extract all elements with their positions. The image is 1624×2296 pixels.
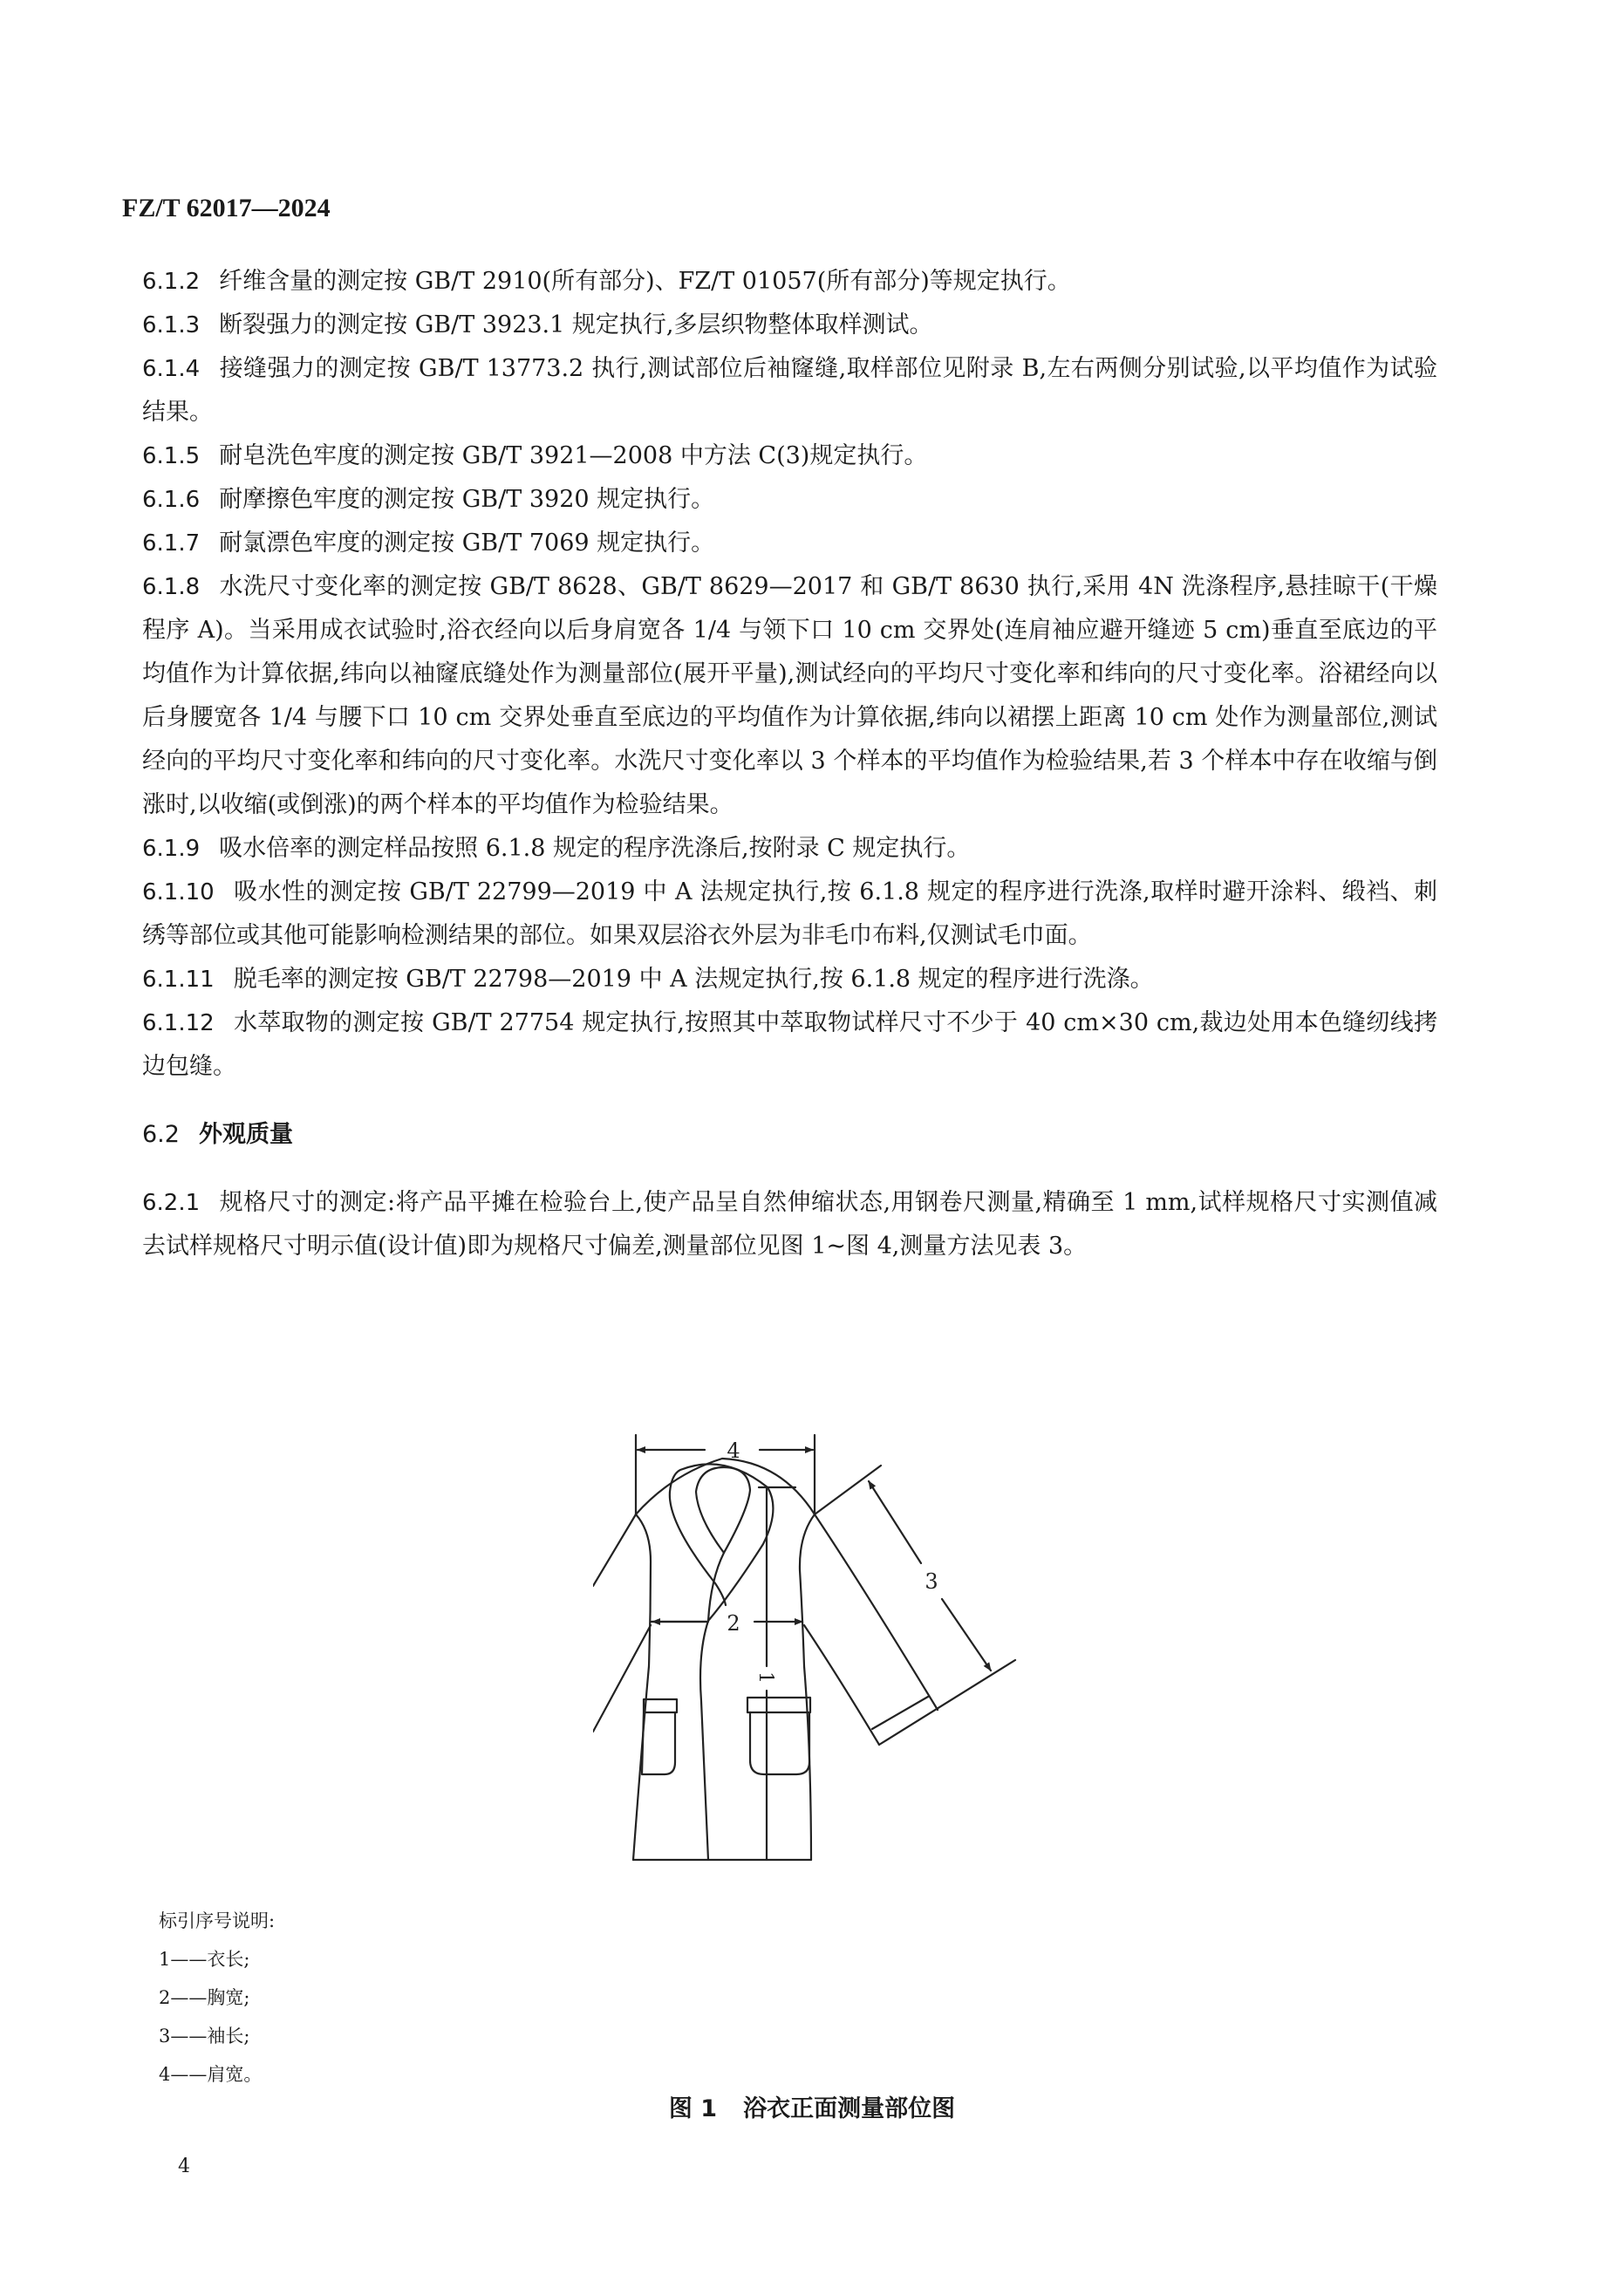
clause-text: 吸水性的测定按 GB/T 22799—2019 中 A 法规定执行,按 6.1.8 规定的程序进行洗涤,取样时避开涂料、缎裆、刺绣等部位或其他可能影响检测结果的部位。如果双层浴衣外层为非毛巾布料,仅测试毛巾面。 bbox=[142, 878, 1437, 949]
clause-text: 接缝强力的测定按 GB/T 13773.2 执行,测试部位后袖窿缝,取样部位见附录 B,左右两侧分别试验,以平均值作为试验结果。 bbox=[142, 355, 1437, 426]
clause-text: 耐氯漂色牢度的测定按 GB/T 7069 规定执行。 bbox=[219, 530, 715, 557]
standard-code-header: FZ/T 62017—2024 bbox=[122, 194, 331, 222]
clause-text: 断裂强力的测定按 GB/T 3923.1 规定执行,多层织物整体取样测试。 bbox=[219, 311, 933, 338]
clause-6-1-7 bbox=[142, 522, 1437, 565]
figure-number: 图 1 bbox=[668, 2095, 718, 2122]
clause-text: 水萃取物的测定按 GB/T 27754 规定执行,按照其中萃取物试样尺寸不少于 40 cm×30 cm,裁边处用本色缝纫线拷边包缝。 bbox=[142, 1009, 1437, 1080]
section-title: 外观质量 bbox=[198, 1121, 293, 1148]
marker-4: 4 bbox=[727, 1438, 740, 1463]
figure-title: 浴衣正面测量部位图 bbox=[743, 2095, 956, 2122]
clause-number: 6.1.11 bbox=[142, 967, 215, 993]
legend-item-1: 1——衣长; bbox=[159, 1949, 250, 1970]
clause-6-1-9 bbox=[142, 827, 1437, 871]
section-heading-6-2 bbox=[142, 1113, 1437, 1157]
marker-2: 2 bbox=[727, 1611, 740, 1636]
document-body bbox=[142, 260, 1437, 1268]
legend-item-4: 4——肩宽。 bbox=[159, 2064, 263, 2085]
legend-item-3: 3——袖长; bbox=[159, 2026, 250, 2047]
clause-number: 6.2.1 bbox=[142, 1190, 201, 1216]
bathrobe-measurement-figure bbox=[593, 1413, 1047, 1867]
clause-6-1-6 bbox=[142, 478, 1437, 522]
section-number: 6.2 bbox=[142, 1121, 180, 1148]
legend-item-2: 2——胸宽; bbox=[159, 1987, 250, 2008]
clause-6-1-10 bbox=[142, 871, 1437, 958]
clause-number: 6.1.2 bbox=[142, 269, 201, 295]
clause-text: 耐皂洗色牢度的测定按 GB/T 3921—2008 中方法 C(3)规定执行。 bbox=[219, 442, 928, 469]
clause-6-1-3 bbox=[142, 304, 1437, 347]
clause-6-1-5 bbox=[142, 434, 1437, 478]
clause-number: 6.1.8 bbox=[142, 574, 201, 600]
clause-text: 脱毛率的测定按 GB/T 22798—2019 中 A 法规定执行,按 6.1.8 规定的程序进行洗涤。 bbox=[233, 966, 1154, 993]
clause-number: 6.1.6 bbox=[142, 487, 201, 513]
marker-1: 1 bbox=[754, 1671, 776, 1684]
clause-6-1-2 bbox=[142, 260, 1437, 304]
marker-3: 3 bbox=[925, 1569, 938, 1594]
figure-caption bbox=[0, 2089, 1624, 2123]
clause-number: 6.1.3 bbox=[142, 312, 201, 338]
clause-number: 6.1.4 bbox=[142, 356, 201, 382]
clause-text: 水洗尺寸变化率的测定按 GB/T 8628、GB/T 8629—2017 和 GB/T 8630 执行,采用 4N 洗涤程序,悬挂晾干(干燥程序 A)。当采用成衣试验时,浴衣经向以后身肩宽各 1/4 与领下口 10 cm 交界处(连肩袖应避开缝迹 5 cm)垂直至底边的平均值作为计算依据,纬向以袖窿底缝处作为测量部位(展开平量),测试经向的平均尺寸变化率和纬向的尺寸变化率。浴裙经向以后身腰宽各 1/4 与腰下口 10 cm 交界处垂直至底边的平均值作为计算依据,纬向以裙摆上距离 10 cm 处作为测量部位,测试经向的平均尺寸变化率和纬向的尺寸变化率。水洗尺寸变化率以 3 个样本的平均值作为检验结果,若 3 个样本中存在收缩与倒涨时,以收缩(或倒涨)的两个样本的平均值作为检验结果。 bbox=[142, 573, 1438, 818]
bathrobe-diagram-icon bbox=[593, 1413, 1047, 1867]
clause-6-1-8 bbox=[142, 565, 1437, 827]
clause-6-1-4 bbox=[142, 347, 1437, 434]
clause-text: 规格尺寸的测定:将产品平摊在检验台上,使产品呈自然伸缩状态,用钢卷尺测量,精确至 1 mm,试样规格尺寸实测值减去试样规格尺寸明示值(设计值)即为规格尺寸偏差,测量部位见图 1~图 4,测量方法见表 3。 bbox=[142, 1189, 1437, 1260]
clause-6-1-11 bbox=[142, 958, 1437, 1001]
clause-number: 6.1.9 bbox=[142, 836, 201, 862]
clause-6-2-1 bbox=[142, 1181, 1437, 1268]
clause-number: 6.1.7 bbox=[142, 530, 201, 557]
clause-number: 6.1.10 bbox=[142, 879, 215, 905]
legend-title: 标引序号说明: bbox=[159, 1910, 276, 1931]
clause-text: 耐摩擦色牢度的测定按 GB/T 3920 规定执行。 bbox=[219, 486, 715, 513]
clause-6-1-12 bbox=[142, 1001, 1437, 1089]
figure-legend bbox=[159, 1902, 275, 2094]
clause-text: 纤维含量的测定按 GB/T 2910(所有部分)、FZ/T 01057(所有部分)等规定执行。 bbox=[219, 268, 1071, 295]
clause-number: 6.1.5 bbox=[142, 443, 201, 469]
page-number: 4 bbox=[178, 2156, 190, 2177]
clause-text: 吸水倍率的测定样品按照 6.1.8 规定的程序洗涤后,按附录 C 规定执行。 bbox=[219, 835, 971, 862]
clause-number: 6.1.12 bbox=[142, 1010, 215, 1036]
